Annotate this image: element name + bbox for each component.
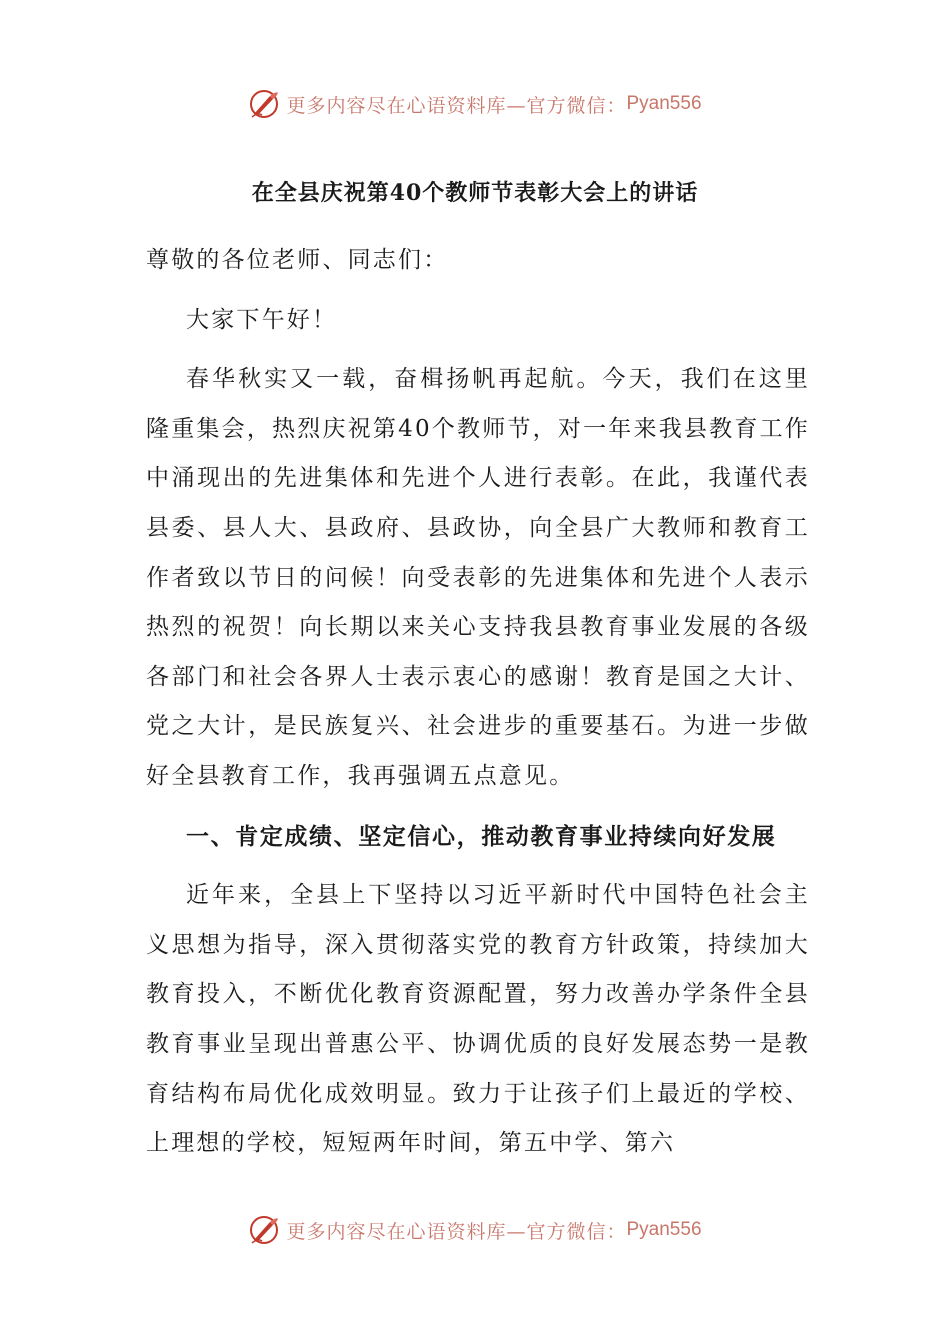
quill-logo-icon <box>248 88 280 120</box>
watermark-text: 更多内容尽在心语资料库—官方微信： <box>286 94 627 117</box>
salutation: 尊敬的各位老师、同志们： <box>146 247 449 273</box>
greeting: 大家下午好！ <box>186 306 338 333</box>
watermark-banner-top <box>0 84 950 124</box>
watermark-wechat-handle: Pyan556 <box>626 1219 702 1240</box>
section-heading-1: 一、肯定成绩、坚定信心，推动教育事业持续向好发展 <box>186 822 777 850</box>
quill-logo-icon <box>248 1214 280 1246</box>
intro-paragraph: 春华秋实又一载，奋楫扬帆再起航。今天，我们在这里隆重集会，热烈庆祝第40个教师节，对一年来我县教育工作中涌现出的先进集体和先进个人进行表彰。在此，我谨代表县委、县人大、县政府、县政协，向全县广大教师和教育工作者致以节日的问候！向受表彰的先进集体和先进个人表示热烈的祝贺！向长期以来关心支持我县教育事业发展的各级各部门和社会各界人士表示衷心的感谢！教育是国之大计、党之大计，是民族复兴、社会进步的重要基石。为进一步做好全县教育工作，我再强调五点意见。 <box>146 366 810 789</box>
watermark-text: 更多内容尽在心语资料库—官方微信： <box>286 1220 627 1243</box>
watermark-wechat-handle: Pyan556 <box>626 93 702 114</box>
document-body <box>146 236 810 1179</box>
section-1-paragraph: 近年来，全县上下坚持以习近平新时代中国特色社会主义思想为指导，深入贯彻落实党的教育方针政策，持续加大教育投入，不断优化教育资源配置，努力改善办学条件全县教育事业呈现出普惠公平、协调优质的良好发展态势一是教育结构布局优化成效明显。致力于让孩子们上最近的学校、上理想的学校，短短两年时间，第五中学、第六 <box>146 882 810 1157</box>
document-title: 在全县庆祝第40个教师节表彰大会上的讲话 <box>251 180 699 206</box>
watermark-banner-bottom <box>0 1210 950 1250</box>
